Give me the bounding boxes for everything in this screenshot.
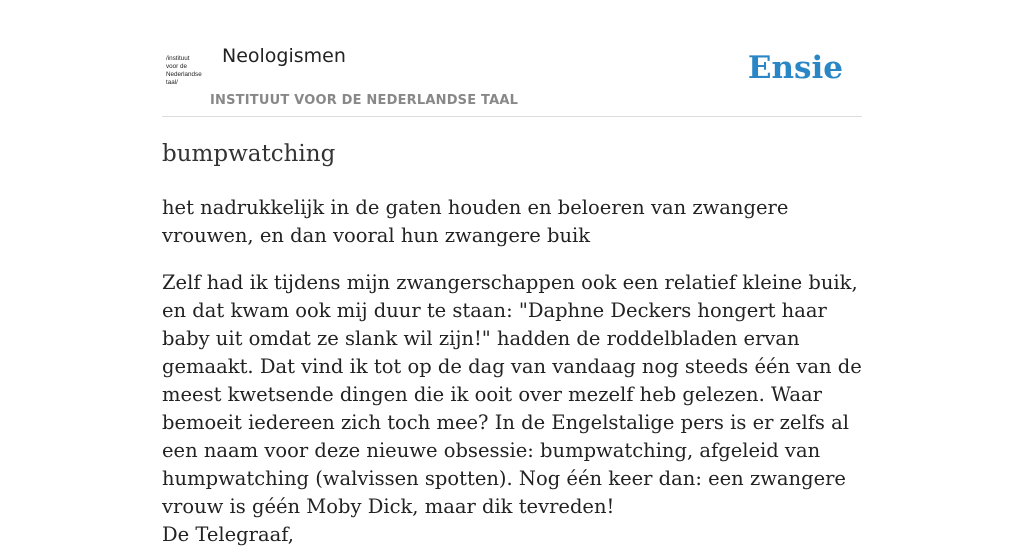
entry-quote (162, 269, 864, 549)
site-subtitle: INSTITUUT VOOR DE NEDERLANDSE TAAL (210, 93, 519, 108)
site-title[interactable]: Neologismen (222, 45, 346, 67)
quote-text: Zelf had ik tijdens mijn zwangerschappen ook een relatief kleine buik, en dat kwam ook mij duur te staan: "Daphne Deckers hongert haar baby uit omdat ze slank wil zijn!" hadden de roddelbladen ervan gemaakt. Dat vind ik tot op de dag van vandaag nog steeds één van de meest kwetsende dingen die ik ooit over mezelf heb gelezen. Waar bemoeit iedereen zich toch mee? In de Engelstalige pers is er zelfs al een naam voor deze nieuwe obsessie: bumpwatching, afgeleid van humpwatching (walvissen spotten). Nog één keer dan: een zwangere vrouw is géén Moby Dick, maar dik tevreden! (162, 271, 862, 518)
entry-definition: het nadrukkelijk in de gaten houden en beloeren van zwangere vrouwen, en dan vooral hun zwangere buik (162, 196, 789, 247)
header (162, 40, 862, 117)
entry-term: bumpwatching (162, 141, 336, 167)
entry-content (162, 138, 864, 549)
ivdnt-logo[interactable]: /instituut voor de Nederlandse taal/ (166, 55, 202, 86)
ensie-logo-link[interactable]: Ensie (747, 50, 843, 86)
quote-source: De Telegraaf, (162, 523, 294, 546)
